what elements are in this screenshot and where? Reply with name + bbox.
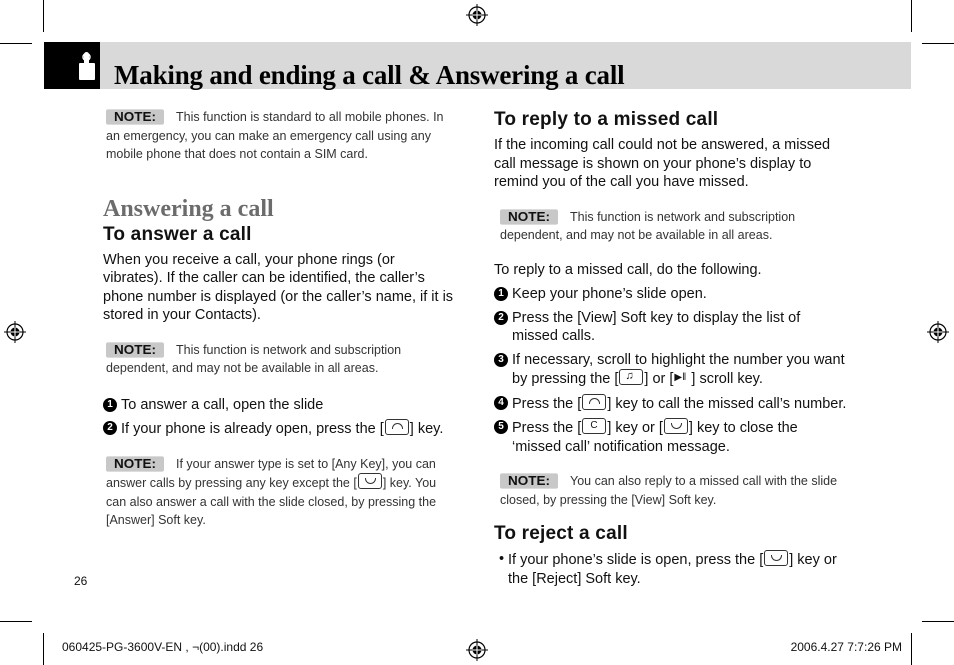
step-text: ] key. [409,421,444,437]
clear-key-icon [582,418,606,434]
step-item [103,419,455,439]
note-text: You can also reply to a missed call with the slide closed, by pressing the [View] Soft key. [500,474,838,507]
step-number: 2 [103,421,117,435]
step-item [494,351,850,389]
bullet-item [494,550,850,588]
subsection-title: To reject a call [494,523,628,544]
right-column [494,108,850,588]
crop-mark [43,633,44,665]
note-text: ] key. You can also answer a call with the slide closed, by pressing the [Answer] Soft key. [106,476,437,527]
crop-mark [0,43,32,44]
note-text: This function is network and subscription dependent, and may not be available in all areas. [500,209,796,242]
page-number: 26 [74,574,88,588]
step-item [103,396,455,415]
note-box [500,472,850,509]
step-text: If necessary, scroll to highlight the number you want by pressing the [ [512,351,845,387]
note-box [106,455,455,530]
step-text: ] scroll key. [691,371,763,387]
send-key-icon [385,419,409,435]
crop-mark [922,621,954,622]
end-key-icon [764,550,788,566]
step-number: 1 [103,398,117,412]
step-text: ] key to close the ‘missed call’ notification message. [512,420,798,455]
step-number: 4 [494,396,508,410]
note-box [106,108,455,164]
step-number: 3 [494,353,508,367]
note-box [500,208,850,245]
step-text: Keep your phone’s slide open. [512,286,707,302]
step-text: ] or [ [644,371,674,387]
step-item [494,394,850,414]
left-column [103,108,455,530]
play-pause-key-icon [674,371,690,385]
note-badge: NOTE: [106,456,164,471]
step-text: ] key to call the missed call’s number. [607,395,847,412]
note-badge: NOTE: [106,109,164,124]
step-text: Press the [ [512,395,582,412]
footer-filename: 060425-PG-3600V-EN , ¬(00).indd 26 [62,640,264,654]
bullet: • [499,551,505,567]
subsection-title: To reply to a missed call [494,109,719,130]
note-text: This function is standard to all mobile phones. In an emergency, you can make an emergency call using any mobile phone that does not contain a SIM card. [106,110,444,161]
step-text: Press the [ [512,420,582,436]
send-key-icon [582,394,606,410]
subsection-title: To answer a call [103,223,252,245]
bullet-text: ] key or the [Reject] Soft key. [508,552,837,587]
body-paragraph: When you receive a call, your phone rings (or vibrates). If the caller can be identified, the caller’s phone number is displayed (or the caller’s name, if it is stored in your Contacts). [103,251,454,323]
page-title: Making and ending a call & Answering a call [114,60,625,90]
crop-mark [43,0,44,32]
note-badge: NOTE: [500,473,558,488]
crop-mark [911,0,912,32]
step-number: 2 [494,311,508,325]
note-text: This function is network and subscription dependent, and may not be available in all areas. [106,342,402,375]
registration-mark-icon [466,639,488,661]
phone-hand-icon [44,42,100,89]
header-tab [44,42,100,89]
navigation-key-icon [619,369,643,385]
bullet-text: If your phone’s slide is open, press the [ [508,552,764,568]
step-number: 5 [494,420,508,434]
registration-mark-icon [927,321,949,343]
crop-mark [911,633,912,665]
step-number: 1 [494,287,508,301]
body-paragraph: To reply to a missed call, do the following. [494,261,762,278]
registration-mark-icon [4,321,26,343]
step-item [494,418,850,456]
step-item [494,309,850,346]
body-paragraph: If the incoming call could not be answered, a missed call message is shown on your phone’s display to remind you of the call you have missed. [494,137,831,190]
step-text: Press the [View] Soft key to display the list of missed calls. [512,309,801,344]
crop-mark [922,43,954,44]
registration-mark-icon [466,4,488,26]
end-key-icon [358,473,382,489]
note-badge: NOTE: [500,209,558,224]
step-text: ] key or [ [607,420,663,436]
step-text: To answer a call, open the slide [121,396,324,413]
step-text: If your phone is already open, press the [ [121,421,384,437]
footer-timestamp: 2006.4.27 7:7:26 PM [790,640,902,654]
section-title: Answering a call [103,195,274,222]
note-box [106,341,455,378]
note-badge: NOTE: [106,342,164,357]
crop-mark [0,621,32,622]
step-item [494,285,850,304]
end-key-icon [664,418,688,434]
note-text: If your answer type is set to [Any Key], you can answer calls by pressing any key except the [ [106,456,436,490]
